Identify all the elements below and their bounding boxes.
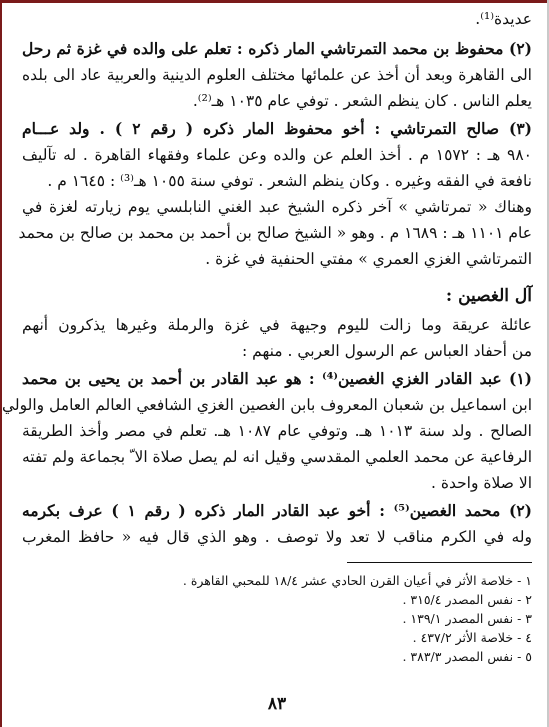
- entry-heading-line: (٢) محفوظ بن محمد التمرتاشي المار ذكره : تعلم على والده في غزة ثم رحل: [22, 39, 532, 58]
- section-heading: آل الغصين :: [445, 286, 532, 306]
- text-line: التمرتاشي الغزي العمري » مفتي الحنفية في غزة .: [205, 250, 532, 268]
- text-line: وهناك « تمرتاشي » آخر ذكره الشيخ عبد الغني النابلسي يوم زيارته لغزة في: [22, 198, 532, 216]
- text-line: الى القاهرة وبعد أن أخذ عن علمائها مختلف العلوم الدينية والعربية عاد الى بلده: [22, 66, 532, 84]
- page-frame-top: [0, 0, 549, 3]
- text-line: عائلة عريقة وما زالت لليوم وجيهة في غزة والرملة وغيرها يذكرون أنهم: [22, 316, 532, 334]
- document-page: [1, 6, 533, 721]
- footnote: ٣ - نفس المصدر ١٣٩/١ .: [402, 611, 532, 626]
- footnote: ٤ - خلاصة الأثر ٤٣٧/٢ .: [412, 630, 532, 645]
- page-frame-left: [0, 0, 2, 727]
- footnote: ١ - خلاصة الأثر في أعيان القرن الحادي عشر ١٨/٤ للمحبي القاهرة .: [182, 573, 532, 588]
- page-number: ٨٣: [267, 694, 287, 714]
- text-line: ابن اسماعيل بن شعبان المعروف بابن الغصين الغزي الشافعي العالم العامل والولي: [1, 396, 532, 414]
- text-line: وله في الكرم مناقب لا تعد ولا توصف . وهو الذي قال فيه « حافظ المغرب: [22, 528, 532, 546]
- text-line: الرفاعية عن محمد العلمي المقدسي وقيل انه لم يصل صلاة الا ّ بجماعة ولم تفته: [21, 448, 532, 466]
- footnote: ٢ - نفس المصدر ٣١٥/٤ .: [402, 592, 532, 607]
- text-line: ٩٨٠ هـ : ١٥٧٢ م . أخذ العلم عن والده وعن علماء وفقهاء القاهرة . له تآليف: [22, 146, 533, 164]
- entry-heading-line: (١) عبد القادر الغزي الغصين⁽⁴⁾ : هو عبد القادر بن أحمد بن يحيى بن محمد: [22, 369, 532, 388]
- text-line: عديدة⁽¹⁾.: [475, 10, 532, 28]
- footnote: ٥ - نفس المصدر ٣٨٣/٣ .: [402, 649, 532, 664]
- text-line: عام ١١٠١ هـ : ١٦٨٩ م . وهو « الشيخ صالح بن أحمد بن محمد بن صالح بن محمد: [18, 224, 532, 242]
- entry-heading-line: (٣) صالح التمرتاشي : أخو محفوظ المار ذكره ( رقم ٢ ) . ولد عـــام: [22, 119, 532, 138]
- entry-heading-line: (٢) محمد الغصين⁽⁵⁾ : أخو عبد القادر المار ذكره ( رقم ١ ) عرف بكرمه: [22, 501, 533, 520]
- text-line: من أحفاد العباس عم الرسول العربي . منهم :: [242, 342, 532, 360]
- text-line: الصالح . ولد سنة ١٠١٣ هـ. وتوفي عام ١٠٨٧ هـ. تعلم في مصر وأخذ الطريقة: [22, 422, 532, 440]
- text-line: يعلم الناس . كان ينظم الشعر . توفي عام ١٠٣٥ هـ⁽²⁾.: [192, 92, 532, 110]
- text-line: نافعة في الفقه وغيره . وكان ينظم الشعر . توفي سنة ١٠٥٥ هـ⁽³⁾ : ١٦٤٥ م .: [47, 172, 532, 190]
- text-line: الا صلاة واحدة .: [430, 474, 532, 492]
- footnote-separator: [347, 562, 532, 563]
